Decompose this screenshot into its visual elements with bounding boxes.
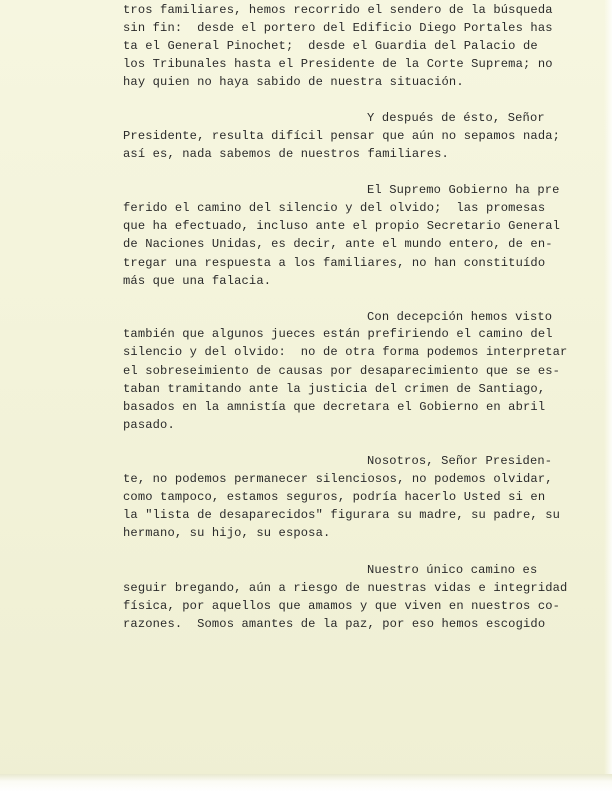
text-line: los Tribunales hasta el Presidente de la Corte Suprema; no bbox=[123, 57, 553, 71]
text-line: que ha efectuado, incluso ante el propio Secretario General bbox=[123, 219, 561, 233]
text-line: Nosotros, Señor Presiden- bbox=[367, 454, 553, 468]
text-line: ta el General Pinochet; desde el Guardia del Palacio de bbox=[123, 39, 538, 53]
text-line: tros familiares, hemos recorrido el sendero de la búsqueda bbox=[123, 3, 553, 17]
text-line: Con decepción hemos visto bbox=[367, 310, 553, 324]
text-line: tregar una respuesta a los familiares, no han constituído bbox=[123, 256, 546, 270]
text-line: la "lista de desaparecidos" figurara su madre, su padre, su bbox=[123, 508, 561, 522]
text-line: te, no podemos permanecer silenciosos, no podemos olvidar, bbox=[123, 472, 553, 486]
text-line: hermano, su hijo, su esposa. bbox=[123, 526, 331, 540]
text-line: también que algunos jueces están prefiriendo el camino del bbox=[123, 327, 553, 341]
text-line: sin fin: desde el portero del Edificio Diego Portales has bbox=[123, 21, 553, 35]
text-line: razones. Somos amantes de la paz, por eso hemos escogido bbox=[123, 617, 546, 631]
text-line: ferido el camino del silencio y del olvido; las promesas bbox=[123, 201, 546, 215]
text-line: silencio y del olvido: no de otra forma podemos interpretar bbox=[123, 345, 568, 359]
text-line: basados en la amnistía que decretara el Gobierno en abril bbox=[123, 400, 546, 414]
text-line: El Supremo Gobierno ha pre bbox=[367, 183, 560, 197]
page-bottom-edge bbox=[0, 774, 612, 792]
text-line: el sobreseimiento de causas por desaparecimiento que se es- bbox=[123, 364, 561, 378]
text-line: como tampoco, estamos seguros, podría hacerlo Usted si en bbox=[123, 490, 546, 504]
text-line: así es, nada sabemos de nuestros familiares. bbox=[123, 147, 449, 161]
text-line: seguir bregando, aún a riesgo de nuestras vidas e integridad bbox=[123, 581, 568, 595]
text-line: de Naciones Unidas, es decir, ante el mundo entero, de en- bbox=[123, 237, 553, 251]
text-line: hay quien no haya sabido de nuestra situación. bbox=[123, 75, 464, 89]
text-line: Nuestro único camino es bbox=[367, 563, 538, 577]
text-line: Y después de ésto, Señor bbox=[367, 111, 545, 125]
text-line: Presidente, resulta difícil pensar que aún no sepamos nada; bbox=[123, 129, 561, 143]
text-line: física, por aquellos que amamos y que viven en nuestros co- bbox=[123, 599, 561, 613]
text-line: más que una falacia. bbox=[123, 274, 272, 288]
text-line: pasado. bbox=[123, 418, 175, 432]
text-line: taban tramitando ante la justicia del crimen de Santiago, bbox=[123, 382, 546, 396]
page-right-edge bbox=[604, 0, 612, 792]
